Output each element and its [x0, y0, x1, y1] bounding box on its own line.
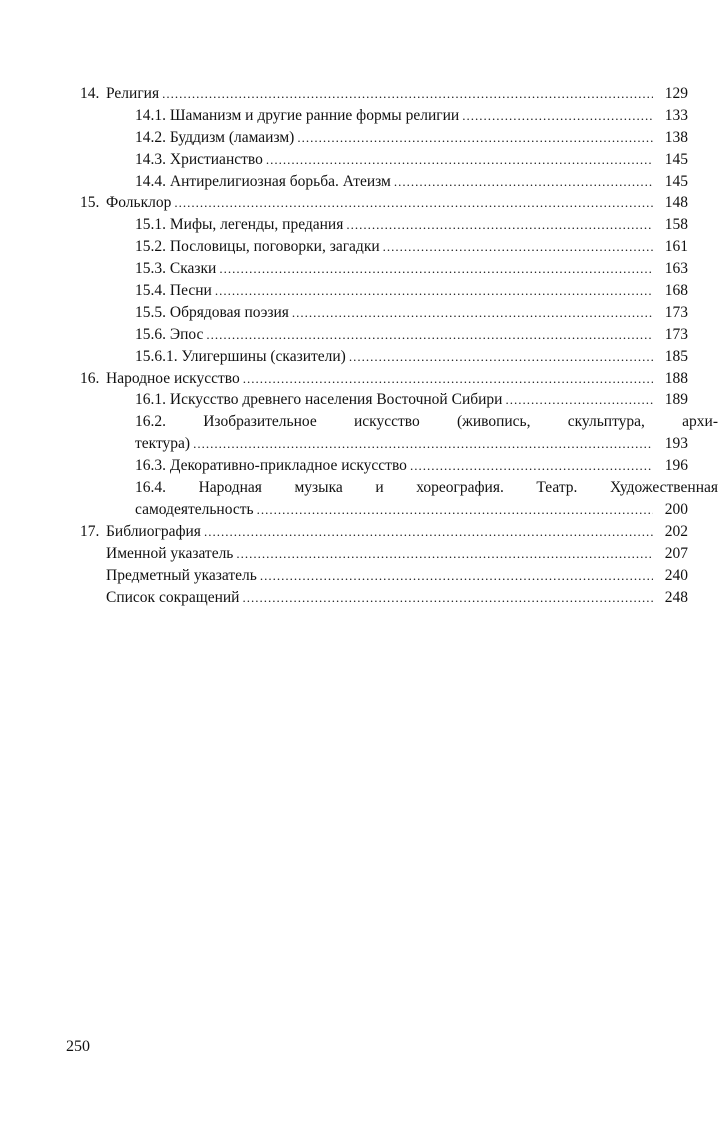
toc-entry-title: Список сокращений [106, 588, 240, 606]
toc-entry-page: 193 [664, 435, 688, 453]
toc-entry-page: 145 [664, 172, 688, 190]
toc-entry-title: Религия [106, 85, 160, 102]
toc-entry-title: 15.4. Песни [135, 282, 212, 300]
toc-entry-page: 173 [664, 303, 688, 321]
toc-entry-page: 168 [664, 282, 688, 300]
dot-leader [219, 258, 653, 280]
toc-entry [80, 192, 688, 214]
toc-entry-title: 14.1. Шаманизм и другие ранние формы религии [135, 106, 460, 124]
toc-entry [80, 105, 688, 127]
toc-entry-title: Именной указатель [106, 544, 234, 562]
toc-entry-page: 240 [664, 566, 688, 584]
toc-entry [80, 236, 688, 258]
toc-entry [80, 477, 718, 521]
dot-leader [410, 455, 653, 477]
toc-entry-page: 173 [664, 325, 688, 343]
dot-leader [383, 236, 653, 258]
page-number: 250 [66, 1038, 90, 1055]
toc-entry-title: Библиография [106, 522, 201, 540]
toc-entry-page: 129 [664, 85, 688, 102]
dot-leader [243, 368, 653, 390]
toc-entry-page: 188 [664, 369, 688, 387]
toc-entry [80, 455, 688, 477]
dot-leader [257, 499, 653, 521]
toc-entry-title: 16.1. Искусство древнего населения Восточной Сибири [135, 391, 503, 409]
toc-entry-number: 14. [80, 85, 100, 102]
toc-entry-page: 207 [664, 544, 688, 562]
toc-entry-page: 148 [664, 194, 688, 212]
toc-entry-title: 14.4. Антирелигиозная борьба. Атеизм [135, 172, 391, 190]
toc-entry-title-line1: 16.2. Изобразительное искусство (живопись, скульптура, архи- [135, 413, 718, 431]
toc-entry [80, 389, 688, 411]
toc-entry-page: 185 [664, 347, 688, 365]
toc-entry-page: 248 [664, 588, 688, 606]
dot-leader [462, 105, 653, 127]
toc-entry-title: 15.6.1. Улигершины (сказители) [135, 347, 346, 365]
toc-entry-number: 15. [80, 194, 100, 212]
toc-entry-page: 196 [664, 457, 688, 475]
toc-entry-number: 17. [80, 522, 100, 540]
toc-entry-title: 15.1. Мифы, легенды, предания [135, 216, 344, 234]
toc-entry-page: 158 [664, 216, 688, 234]
toc-entry [80, 258, 688, 280]
toc-entry [80, 280, 688, 302]
toc-entry-title: Предметный указатель [106, 566, 257, 584]
toc-entry-page: 200 [664, 500, 688, 518]
toc-entry [80, 587, 688, 609]
dot-leader [204, 521, 653, 543]
toc-entry [80, 214, 688, 236]
toc-entry-title: 15.3. Сказки [135, 260, 217, 278]
dot-leader [349, 346, 653, 368]
toc-entry [80, 565, 688, 587]
toc-entry-title: Фольклор [106, 194, 172, 212]
toc-entry-title: 14.3. Христианство [135, 150, 263, 168]
table-of-contents [80, 83, 718, 608]
dot-leader [206, 324, 653, 346]
dot-leader [236, 543, 653, 565]
toc-entry-title: 14.2. Буддизм (ламаизм) [135, 128, 295, 146]
dot-leader [193, 433, 653, 455]
toc-entry [80, 521, 688, 543]
toc-entry [80, 149, 688, 171]
toc-entry-title: Народное искусство [106, 369, 240, 387]
dot-leader [297, 127, 653, 149]
dot-leader [260, 565, 653, 587]
toc-entry [80, 346, 688, 368]
toc-entry-title: 15.2. Пословицы, поговорки, загадки [135, 238, 380, 256]
dot-leader [162, 83, 653, 105]
toc-entry-page: 163 [664, 260, 688, 278]
toc-entry-page: 133 [664, 106, 688, 124]
toc-entry [80, 171, 688, 193]
toc-entry-title: 16.3. Декоративно-прикладное искусство [135, 457, 407, 475]
dot-leader [174, 192, 653, 214]
dot-leader [394, 171, 653, 193]
toc-entry-title: 15.5. Обрядовая поэзия [135, 303, 289, 321]
toc-entry [80, 543, 688, 565]
toc-entry-page: 138 [664, 128, 688, 146]
dot-leader [505, 389, 653, 411]
toc-entry [80, 127, 688, 149]
toc-entry-number: 16. [80, 369, 100, 387]
toc-entry [80, 302, 688, 324]
dot-leader [266, 149, 653, 171]
toc-entry [80, 411, 718, 455]
toc-entry-page: 161 [664, 238, 688, 256]
toc-entry-title: 15.6. Эпос [135, 325, 204, 343]
toc-entry [80, 83, 688, 105]
toc-entry-page: 189 [664, 391, 688, 409]
toc-entry [80, 368, 688, 390]
dot-leader [215, 280, 653, 302]
toc-entry-page: 145 [664, 150, 688, 168]
toc-entry-page: 202 [664, 522, 688, 540]
toc-entry-title: самодеятельность [135, 500, 254, 518]
toc-entry-title: тектура) [135, 435, 191, 453]
toc-entry-title-line1: 16.4. Народная музыка и хореография. Театр. Художественная [135, 479, 718, 497]
dot-leader [242, 587, 653, 609]
dot-leader [346, 214, 653, 236]
toc-entry [80, 324, 688, 346]
dot-leader [292, 302, 653, 324]
